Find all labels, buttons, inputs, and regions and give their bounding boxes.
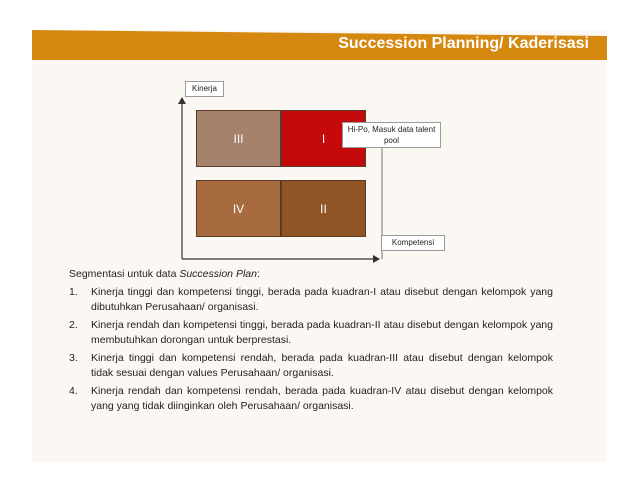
quadrant-ii bbox=[281, 180, 366, 237]
x-axis-label: Kompetensi bbox=[381, 235, 445, 251]
segmentation-text bbox=[69, 267, 553, 417]
list-item-text: Kinerja tinggi dan kompetensi tinggi, berada pada kuadran-I atau disebut dengan kelompok yang dibutuhkan Perusahaan/ organisasi. bbox=[91, 286, 553, 313]
list-item-text: Kinerja rendah dan kompetensi rendah, berada pada kuadran-IV atau disebut dengan kelompok yang yang tidak diinginkan oleh Perusahaan/ organisasi. bbox=[91, 385, 553, 412]
y-axis-label: Kinerja bbox=[185, 81, 224, 97]
intro-line bbox=[69, 267, 553, 282]
quadrant-i-label: I bbox=[321, 131, 326, 146]
quadrant-iii-label: III bbox=[233, 131, 244, 146]
quadrant-iii bbox=[196, 110, 281, 167]
page-title: Succession Planning/ Kaderisasi bbox=[338, 35, 589, 52]
intro-suffix: : bbox=[256, 268, 260, 280]
list-item bbox=[69, 318, 553, 348]
list-item bbox=[69, 285, 553, 315]
list-item bbox=[69, 351, 553, 381]
list-item bbox=[69, 384, 553, 414]
intro-emphasis: Succession Plan bbox=[179, 268, 257, 280]
quadrant-iv-label: IV bbox=[232, 201, 245, 216]
intro-prefix: Segmentasi untuk data bbox=[69, 268, 180, 280]
list-item-text: Kinerja rendah dan kompetensi tinggi, berada pada kuadran-II atau disebut dengan kelompok yang membutuhkan dorongan untuk berprestasi. bbox=[91, 319, 553, 346]
list-item-number: 2. bbox=[69, 319, 78, 331]
list-item-text: Kinerja tinggi dan kompetensi rendah, berada pada kuadran-III atau disebut dengan kelompok tidak sesuai dengan values Perusahaan/ organisasi. bbox=[91, 352, 553, 379]
list-item-number: 1. bbox=[69, 286, 78, 298]
list-item-number: 4. bbox=[69, 385, 78, 397]
slide bbox=[32, 30, 607, 462]
list-item-number: 3. bbox=[69, 352, 78, 364]
callout-box: Hi-Po, Masuk data talent pool bbox=[342, 122, 441, 148]
quadrant-iv bbox=[196, 180, 281, 237]
quadrant-ii-label: II bbox=[320, 201, 327, 216]
